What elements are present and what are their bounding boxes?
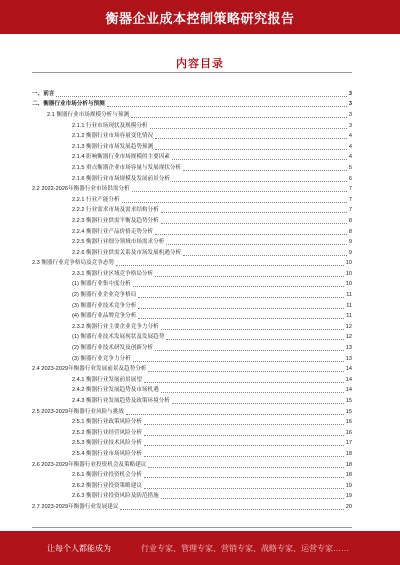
- toc-entry-label: 2.2 2022-2026年衡器行业市场供需分析: [32, 186, 130, 193]
- toc-entry-label: (3) 衡器行业技术竞争分析: [72, 302, 137, 309]
- toc-entry-label: (1) 衡器行业集中度分析: [72, 281, 131, 288]
- toc-entry-page: 10: [345, 281, 352, 288]
- toc-entry[interactable]: [32, 439, 352, 450]
- toc-entry[interactable]: [32, 470, 352, 481]
- toc-entry-label: 2.5.2 衡器行业经营风险分析: [72, 429, 142, 436]
- toc-entry-page: 12: [345, 334, 352, 341]
- toc-entry[interactable]: [32, 492, 352, 503]
- toc-dot-leader: [166, 339, 343, 340]
- toc-entry[interactable]: [32, 248, 352, 259]
- toc-entry[interactable]: [32, 153, 352, 164]
- table-of-contents: [32, 89, 352, 513]
- toc-dot-leader: [144, 477, 344, 478]
- toc-dot-leader: [120, 509, 343, 510]
- toc-entry-page: 11: [346, 292, 352, 299]
- toc-entry-label: 2.2.5 衡器行业细分领域市场需求分析: [72, 239, 165, 246]
- toc-entry-page: 3: [348, 111, 352, 118]
- toc-entry-page: 18: [345, 472, 352, 479]
- toc-entry[interactable]: [32, 333, 352, 344]
- toc-entry-page: 3: [348, 101, 352, 108]
- toc-entry-label: 2.3.2 衡器行业主要企业竞争力分析: [72, 323, 159, 330]
- toc-entry[interactable]: [32, 206, 352, 217]
- toc-entry-page: 19: [345, 493, 352, 500]
- toc-entry-page: 14: [345, 366, 352, 373]
- toc-entry-label: 2.1.5 重点衡器企业市场容量与发展现状分析: [72, 164, 182, 171]
- toc-entry-page: 13: [345, 355, 352, 362]
- toc-entry-label: 2.2.1 行业产能分析: [72, 196, 120, 203]
- toc-dot-leader: [144, 456, 344, 457]
- toc-entry-label: 2.2.3 衡器行业供需平衡及趋势分析: [72, 217, 159, 224]
- toc-entry-page: 13: [345, 345, 352, 352]
- toc-dot-leader: [183, 170, 347, 171]
- toc-dot-leader: [132, 191, 347, 192]
- toc-entry-label: 2.1.3 衡器行业市场发展趋势预测: [72, 143, 154, 150]
- toc-entry-page: 4: [348, 143, 352, 150]
- toc-entry-page: 6: [348, 175, 352, 182]
- footer-roles: 行业专家、管理专家、营销专家、战略专家、运营专家……: [141, 543, 349, 553]
- toc-entry-page: 16: [345, 429, 352, 436]
- toc-entry-page: 9: [348, 249, 352, 256]
- toc-entry-label: 2.7 2023-2029年衡器行业发展建议: [32, 503, 119, 510]
- toc-entry-page: 3: [348, 90, 352, 97]
- toc-entry-page: 9: [348, 239, 352, 246]
- toc-entry-page: 14: [345, 387, 352, 394]
- toc-entry-label: 2.5.4 衡器行业市场风险分析: [72, 450, 142, 457]
- toc-entry[interactable]: [32, 386, 352, 397]
- toc-entry-label: 2.4.1 衡器行业发展前景展望: [72, 376, 142, 383]
- toc-dot-leader: [144, 435, 344, 436]
- toc-dot-leader: [172, 403, 344, 404]
- toc-entry-page: 8: [348, 217, 352, 224]
- toc-entry[interactable]: [32, 216, 352, 227]
- toc-entry-page: 15: [345, 398, 352, 405]
- toc-entry[interactable]: [32, 417, 352, 428]
- toc-dot-leader: [122, 202, 347, 203]
- toc-dot-leader: [155, 350, 344, 351]
- toc-entry-label: 2.2.2 行业需求市场及需求结构分析: [72, 207, 159, 214]
- toc-entry[interactable]: [32, 290, 352, 301]
- toc-entry[interactable]: [32, 311, 352, 322]
- toc-entry-page: 11: [346, 302, 352, 309]
- toc-entry[interactable]: [32, 184, 352, 195]
- toc-dot-leader: [155, 234, 347, 235]
- toc-dot-leader: [107, 106, 347, 107]
- toc-entry[interactable]: [32, 343, 352, 354]
- toc-entry-page: 7: [348, 207, 352, 214]
- toc-dot-leader: [161, 223, 347, 224]
- toc-entry-label: 2.1.1 行业市场现状及规模分析: [72, 122, 148, 129]
- toc-entry-label: 2.3 衡器行业竞争格局及竞争态势: [32, 260, 115, 267]
- toc-entry-label: 2.3.1 衡器行业区域竞争格局分析: [72, 270, 154, 277]
- toc-entry-page: 20: [345, 503, 352, 510]
- toc-entry-page: 16: [345, 419, 352, 426]
- toc-entry-label: 2.1.2 衡器行业市场容量变化情况: [72, 133, 154, 140]
- toc-entry[interactable]: [32, 322, 352, 333]
- toc-dot-leader: [138, 297, 344, 298]
- toc-entry[interactable]: [32, 407, 352, 418]
- toc-dot-leader: [155, 149, 347, 150]
- toc-entry[interactable]: [32, 449, 352, 460]
- toc-entry-label: 2.4 2023-2029年衡器行业发展前景及趋势分析: [32, 366, 147, 373]
- toc-dot-leader: [155, 276, 344, 277]
- toc-entry-page: 7: [348, 186, 352, 193]
- toc-entry-page: 3: [348, 122, 352, 129]
- toc-entry[interactable]: [32, 502, 352, 513]
- toc-entry[interactable]: [32, 375, 352, 386]
- toc-entry-label: 2.2.4 衡器行业产品价格走势分析: [72, 228, 154, 235]
- toc-entry[interactable]: [32, 354, 352, 365]
- toc-entry[interactable]: [32, 396, 352, 407]
- toc-entry[interactable]: [32, 131, 352, 142]
- toc-divider-top: [32, 72, 352, 73]
- toc-entry[interactable]: [32, 195, 352, 206]
- toc-dot-leader: [133, 286, 344, 287]
- toc-entry[interactable]: [32, 259, 352, 270]
- toc-entry-label: 2.4.3 衡器行业发展趋势及政策环境分析: [72, 398, 170, 405]
- toc-dot-leader: [155, 138, 347, 139]
- toc-dot-leader: [172, 159, 347, 160]
- toc-dot-leader: [148, 467, 343, 468]
- toc-entry-label: 2.1 衡器行业市场规模分析与预测: [47, 111, 130, 118]
- toc-entry-label: (3) 衡器行业竞争力分析: [72, 355, 131, 362]
- toc-entry-label: 2.6.2 衡器行业投资策略建议: [72, 482, 142, 489]
- toc-entry-page: 7: [348, 196, 352, 203]
- toc-dot-leader: [161, 212, 347, 213]
- toc-dot-leader: [161, 392, 344, 393]
- toc-entry-label: 2.6.1 衡器行业投资机会分析: [72, 472, 142, 479]
- toc-entry[interactable]: [32, 174, 352, 185]
- toc-entry-label: (1) 衡器行业技术发展现状及发展趋势: [72, 334, 165, 341]
- toc-entry[interactable]: [32, 121, 352, 132]
- toc-dot-leader: [183, 255, 347, 256]
- toc-dot-leader: [56, 96, 346, 97]
- toc-entry-page: 18: [345, 450, 352, 457]
- toc-entry-page: 18: [345, 461, 352, 468]
- toc-entry[interactable]: [32, 301, 352, 312]
- toc-dot-leader: [161, 329, 344, 330]
- toc-entry[interactable]: [32, 142, 352, 153]
- toc-entry-page: 17: [345, 440, 352, 447]
- toc-entry-page: 19: [345, 482, 352, 489]
- toc-entry-label: 2.2.6 衡器行业供需关系及市场发展机遇分析: [72, 249, 182, 256]
- toc-entry[interactable]: [32, 269, 352, 280]
- toc-dot-leader: [166, 244, 347, 245]
- toc-entry[interactable]: [32, 280, 352, 291]
- toc-entry-page: 15: [345, 408, 352, 415]
- toc-entry[interactable]: [32, 110, 352, 121]
- toc-dot-leader: [148, 371, 343, 372]
- toc-entry-page: 14: [345, 376, 352, 383]
- toc-entry[interactable]: [32, 89, 352, 100]
- toc-entry[interactable]: [32, 227, 352, 238]
- toc-entry-page: 8: [348, 228, 352, 235]
- toc-entry-label: 2.1.6 衡器行业市场规模及发展前景分析: [72, 175, 170, 182]
- toc-entry-label: 2.5.3 衡器行业技术风险分析: [72, 440, 142, 447]
- toc-dot-leader: [144, 424, 344, 425]
- toc-dot-leader: [131, 117, 347, 118]
- toc-entry-page: 12: [345, 323, 352, 330]
- toc-entry-label: 一、前言: [32, 90, 55, 97]
- footer-bar: [0, 531, 400, 565]
- toc-dot-leader: [133, 361, 344, 362]
- toc-entry-label: 2.1.4 影响衡器行业市场规模的主要因素: [72, 154, 170, 161]
- toc-entry-label: 二、衡器行业市场分析与预测: [32, 101, 105, 108]
- toc-divider-bottom: [32, 527, 352, 528]
- toc-entry-label: (4) 衡器行业品牌竞争分析: [72, 313, 137, 320]
- toc-title: 内容目录: [176, 58, 224, 70]
- toc-entry-page: 4: [348, 133, 352, 140]
- header-bar: [0, 0, 400, 34]
- toc-entry-label: 2.6 2023-2029年衡器行业投资机会及策略建议: [32, 461, 147, 468]
- toc-dot-leader: [161, 498, 344, 499]
- toc-entry-page: 10: [345, 260, 352, 267]
- toc-dot-leader: [138, 318, 344, 319]
- toc-entry[interactable]: [32, 100, 352, 111]
- toc-entry[interactable]: [32, 364, 352, 375]
- toc-entry[interactable]: [32, 163, 352, 174]
- document-title: 衡器企业成本控制策略研究报告: [105, 10, 295, 26]
- toc-entry-label: 2.5.1 衡器行业政策风险分析: [72, 419, 142, 426]
- toc-entry-page: 10: [345, 270, 352, 277]
- toc-entry-page: 5: [348, 164, 352, 171]
- toc-entry-label: 2.5 2023-2029年衡器行业风险与挑战: [32, 408, 125, 415]
- toc-entry[interactable]: [32, 481, 352, 492]
- footer-slogan: 让每个人都能成为: [47, 543, 111, 553]
- toc-dot-leader: [126, 414, 344, 415]
- toc-entry-label: (2) 衡器行业技术研发及创新分析: [72, 345, 154, 352]
- toc-entry[interactable]: [32, 237, 352, 248]
- toc-entry[interactable]: [32, 428, 352, 439]
- toc-entry-label: 2.4.2 衡器行业发展趋势及市场机遇: [72, 387, 159, 394]
- toc-dot-leader: [144, 382, 344, 383]
- toc-dot-leader: [150, 128, 347, 129]
- toc-dot-leader: [138, 308, 344, 309]
- toc-entry-page: 11: [346, 313, 352, 320]
- toc-entry[interactable]: [32, 460, 352, 471]
- toc-dot-leader: [172, 181, 347, 182]
- toc-entry-page: 4: [348, 154, 352, 161]
- toc-entry-label: 2.6.3 衡器行业投资风险及防范措施: [72, 493, 159, 500]
- toc-dot-leader: [144, 488, 344, 489]
- toc-entry-label: (2) 衡器行业企业竞争格局: [72, 292, 137, 299]
- toc-dot-leader: [116, 265, 344, 266]
- toc-dot-leader: [144, 445, 344, 446]
